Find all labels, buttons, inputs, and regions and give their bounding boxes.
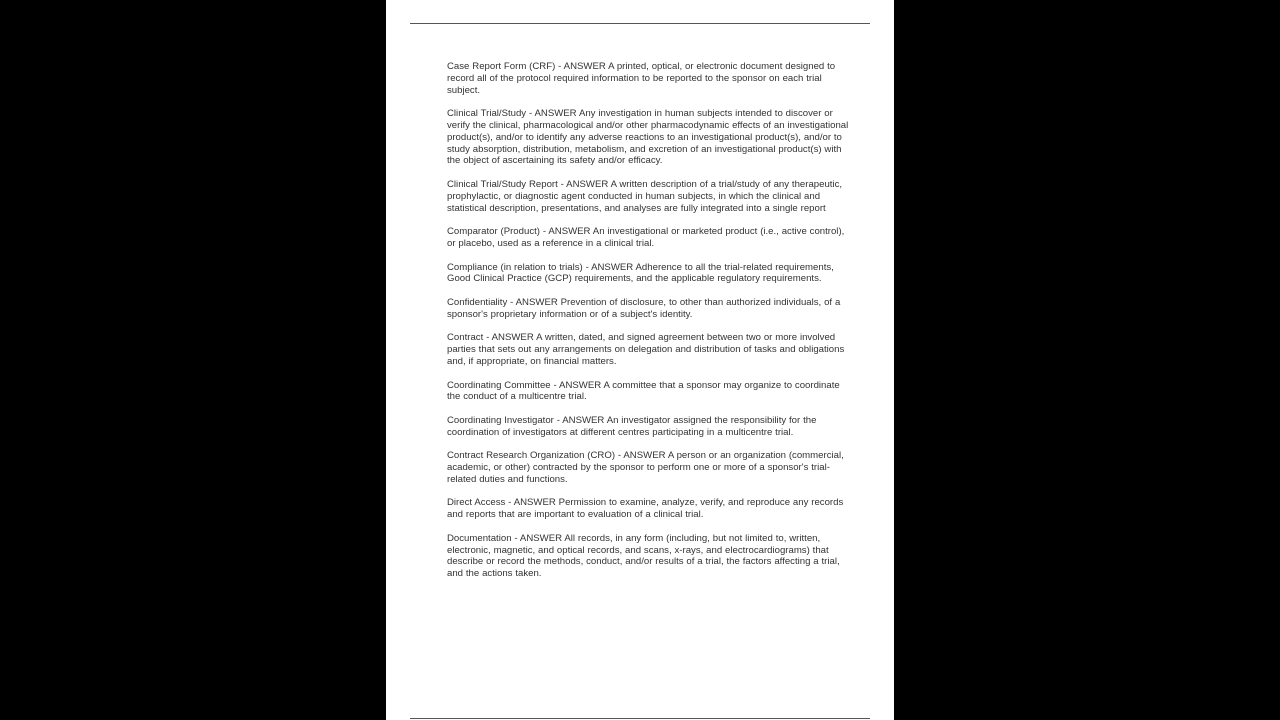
- top-rule: [410, 23, 870, 24]
- glossary-entry: Direct Access - ANSWER Permission to examine, analyze, verify, and reproduce any records and reports that are important to evaluation of a clinical trial.: [447, 497, 844, 521]
- glossary-entry: Compliance (in relation to trials) - ANSWER Adherence to all the trial-related requirements, Good Clinical Practice (GCP) requirements, and the applicable regulatory requirements.: [447, 261, 834, 285]
- glossary-entry: Coordinating Investigator - ANSWER An investigator assigned the responsibility for the coordination of investigators at different centres participating in a multicentre trial.: [447, 414, 817, 438]
- glossary-entry: Documentation - ANSWER All records, in any form (including, but not limited to, written, electronic, magnetic, and optical records, and scans, x-rays, and electrocardiograms) that describe or record the methods, conduct, and/or results of a trial, the factors affecting a trial, and the actions taken.: [447, 532, 840, 580]
- glossary-entry: Clinical Trial/Study Report - ANSWER A written description of a trial/study of any therapeutic, prophylactic, or diagnostic agent conducted in human subjects, in which the clinical and statistical description, presentations, and analyses are fully integrated into a single report: [447, 178, 843, 214]
- glossary-entry: Confidentiality - ANSWER Prevention of disclosure, to other than authorized individuals, of a sponsor's proprietary information or of a subject's identity.: [447, 296, 841, 320]
- document-page: [386, 0, 894, 720]
- glossary-entry: Comparator (Product) - ANSWER An investigational or marketed product (i.e., active control), or placebo, used as a reference in a clinical trial.: [447, 226, 845, 249]
- glossary-entry: Coordinating Committee - ANSWER A committee that a sponsor may organize to coordinate the conduct of a multicentre trial.: [447, 379, 840, 403]
- bottom-rule: [410, 718, 870, 719]
- glossary-entries: [447, 61, 849, 592]
- glossary-entry: Case Report Form (CRF) - ANSWER A printed, optical, or electronic document designed to record all of the protocol required information to be reported to the sponsor on each trial subject.: [447, 61, 836, 96]
- glossary-entry: Contract - ANSWER A written, dated, and signed agreement between two or more involved parties that sets out any arrangements on delegation and distribution of tasks and obligations and, if appropriate, on financial matters.: [447, 332, 845, 367]
- glossary-entry: Contract Research Organization (CRO) - ANSWER A person or an organization (commercial, academic, or other) contracted by the sponsor to perform one or more of a sponsor's trial-related duties and functions.: [447, 450, 844, 485]
- glossary-entry: Clinical Trial/Study - ANSWER Any investigation in human subjects intended to discover or verify the clinical, pharmacological and/or other pharmacodynamic effects of an investigational product(s), and/or to identify any adverse reactions to an investigational product(s), and/or to study absorption, distribution, metabolism, and excretion of an investigational product(s) with the object of ascertaining its safety and/or efficacy.: [447, 108, 849, 167]
